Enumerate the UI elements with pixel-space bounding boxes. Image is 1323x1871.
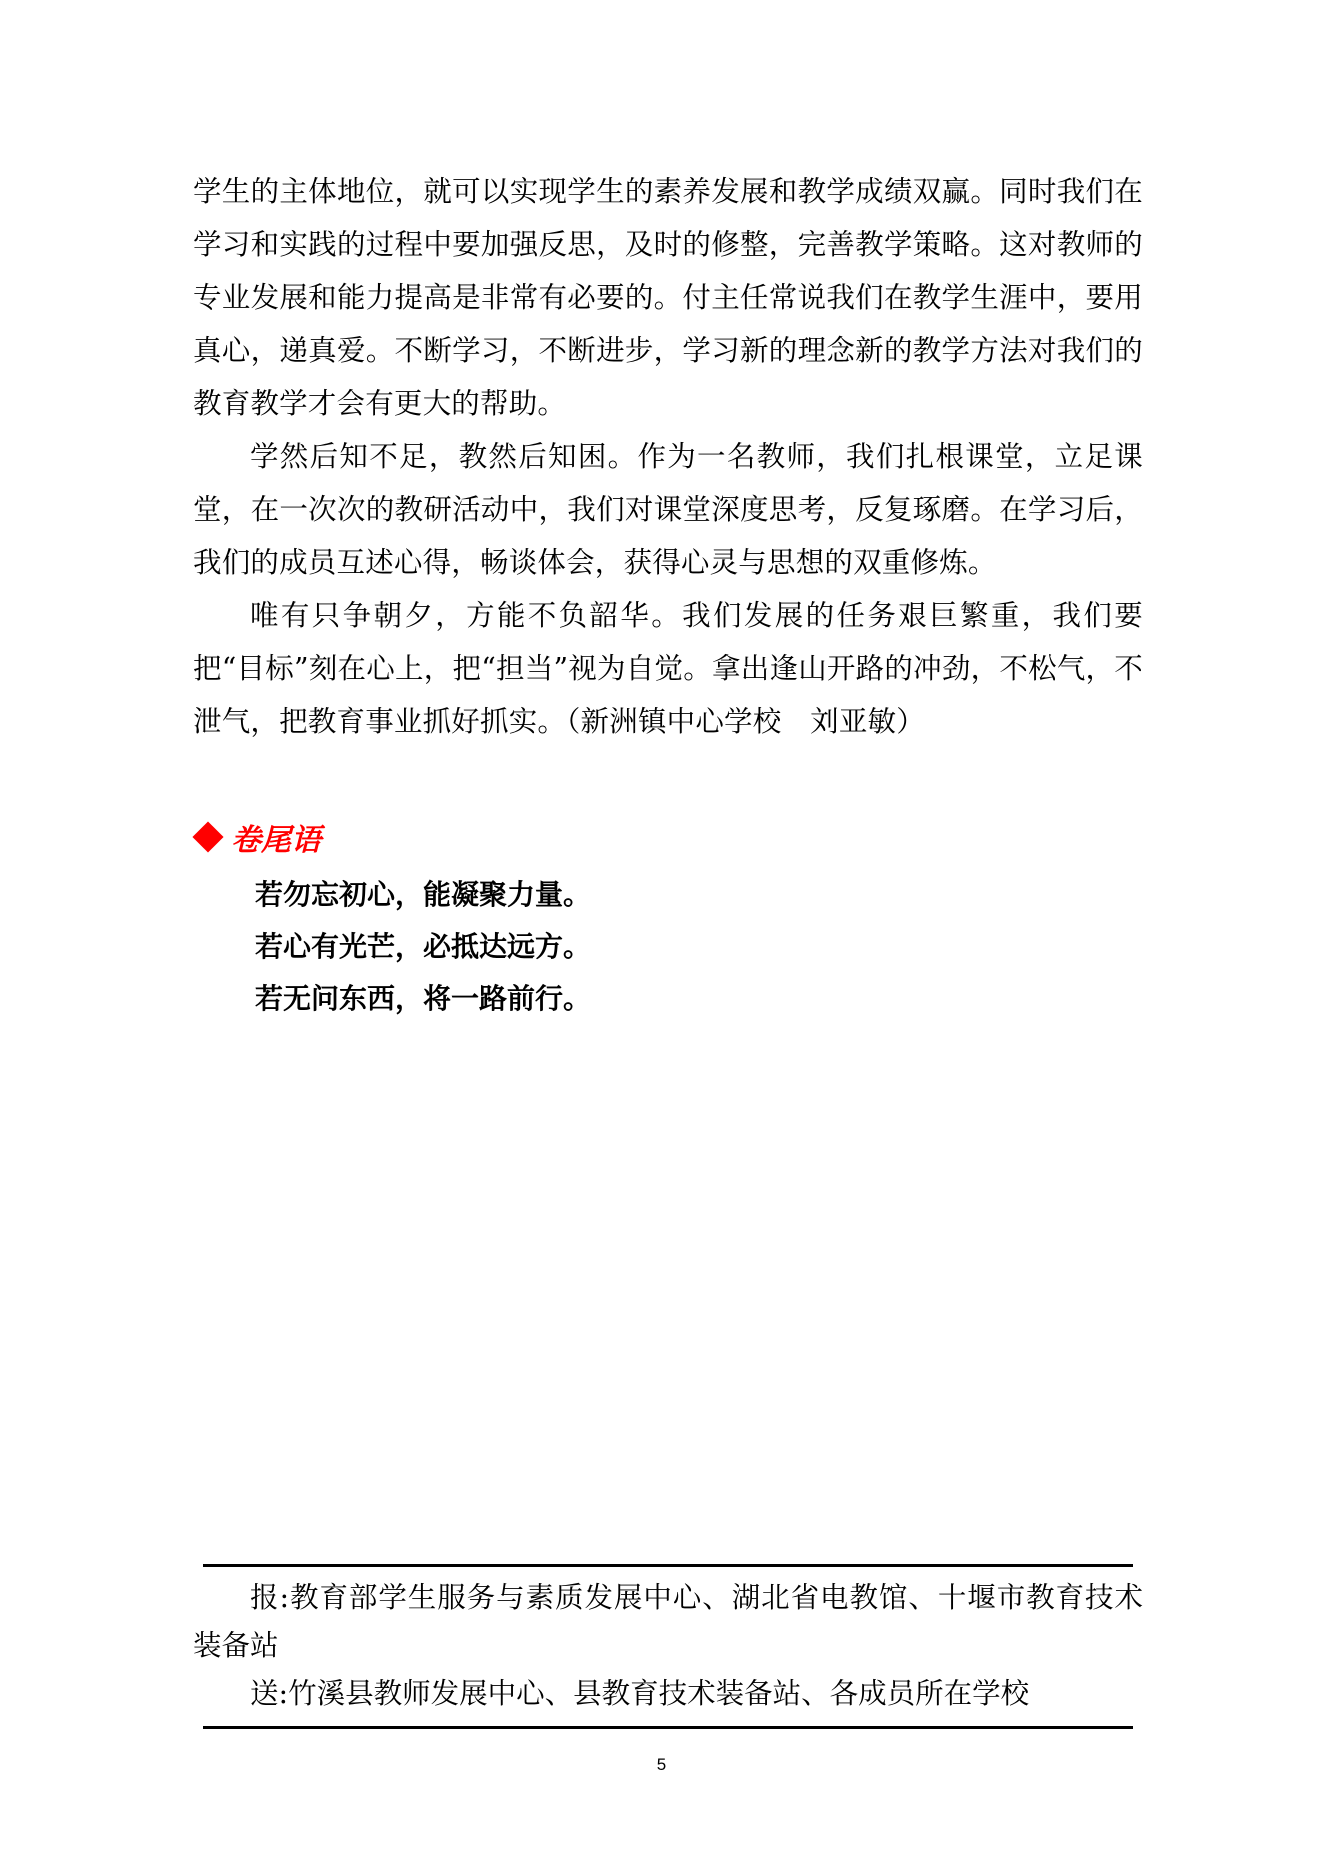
closing-heading-text: 卷尾语 [231,823,321,858]
closing-line-3: 若无问东西，将一路前行。 [255,982,592,1015]
distribution-top-rule [203,1564,1133,1567]
send-to-line: 送:竹溪县教师发展中心、县教育技术装备站、各成员所在学校 [250,1677,1030,1710]
body-text [193,165,1143,748]
body-paragraph-3: 唯有只争朝夕，方能不负韶华。我们发展的任务艰巨繁重，我们要把“目标”刻在心上，把“担当”视为自觉。拿出逢山开路的冲劲，不松气，不泄气，把教育事业抓好抓实。（新洲镇中心学校 刘亚敏） [193,599,1143,738]
distribution-block [193,1574,1143,1718]
page-number: 5 [656,1755,667,1774]
closing-heading [193,813,1093,861]
closing-lines [193,869,1093,1025]
body-paragraph-2: 学然后知不足，教然后知困。作为一名教师，我们扎根课堂，立足课堂，在一次次的教研活动中，我们对课堂深度思考，反复琢磨。在学习后，我们的成员互述心得，畅谈体会，获得心灵与思想的双重修炼。 [193,440,1143,579]
report-to-line: 报:教育部学生服务与素质发展中心、湖北省电教馆、十堰市教育技术装备站 [193,1581,1143,1662]
distribution-bottom-rule [203,1726,1133,1729]
closing-section [193,813,1093,1025]
closing-line-1: 若勿忘初心，能凝聚力量。 [255,878,592,911]
closing-line-2: 若心有光芒，必抵达远方。 [255,930,592,963]
diamond-icon [192,821,223,852]
body-paragraph-1: 学生的主体地位，就可以实现学生的素养发展和教学成绩双赢。同时我们在学习和实践的过程中要加强反思，及时的修整，完善教学策略。这对教师的专业发展和能力提高是非常有必要的。付主任常说我们在教学生涯中，要用真心，递真爱。不断学习，不断进步，学习新的理念新的教学方法对我们的教育教学才会有更大的帮助。 [193,175,1143,420]
